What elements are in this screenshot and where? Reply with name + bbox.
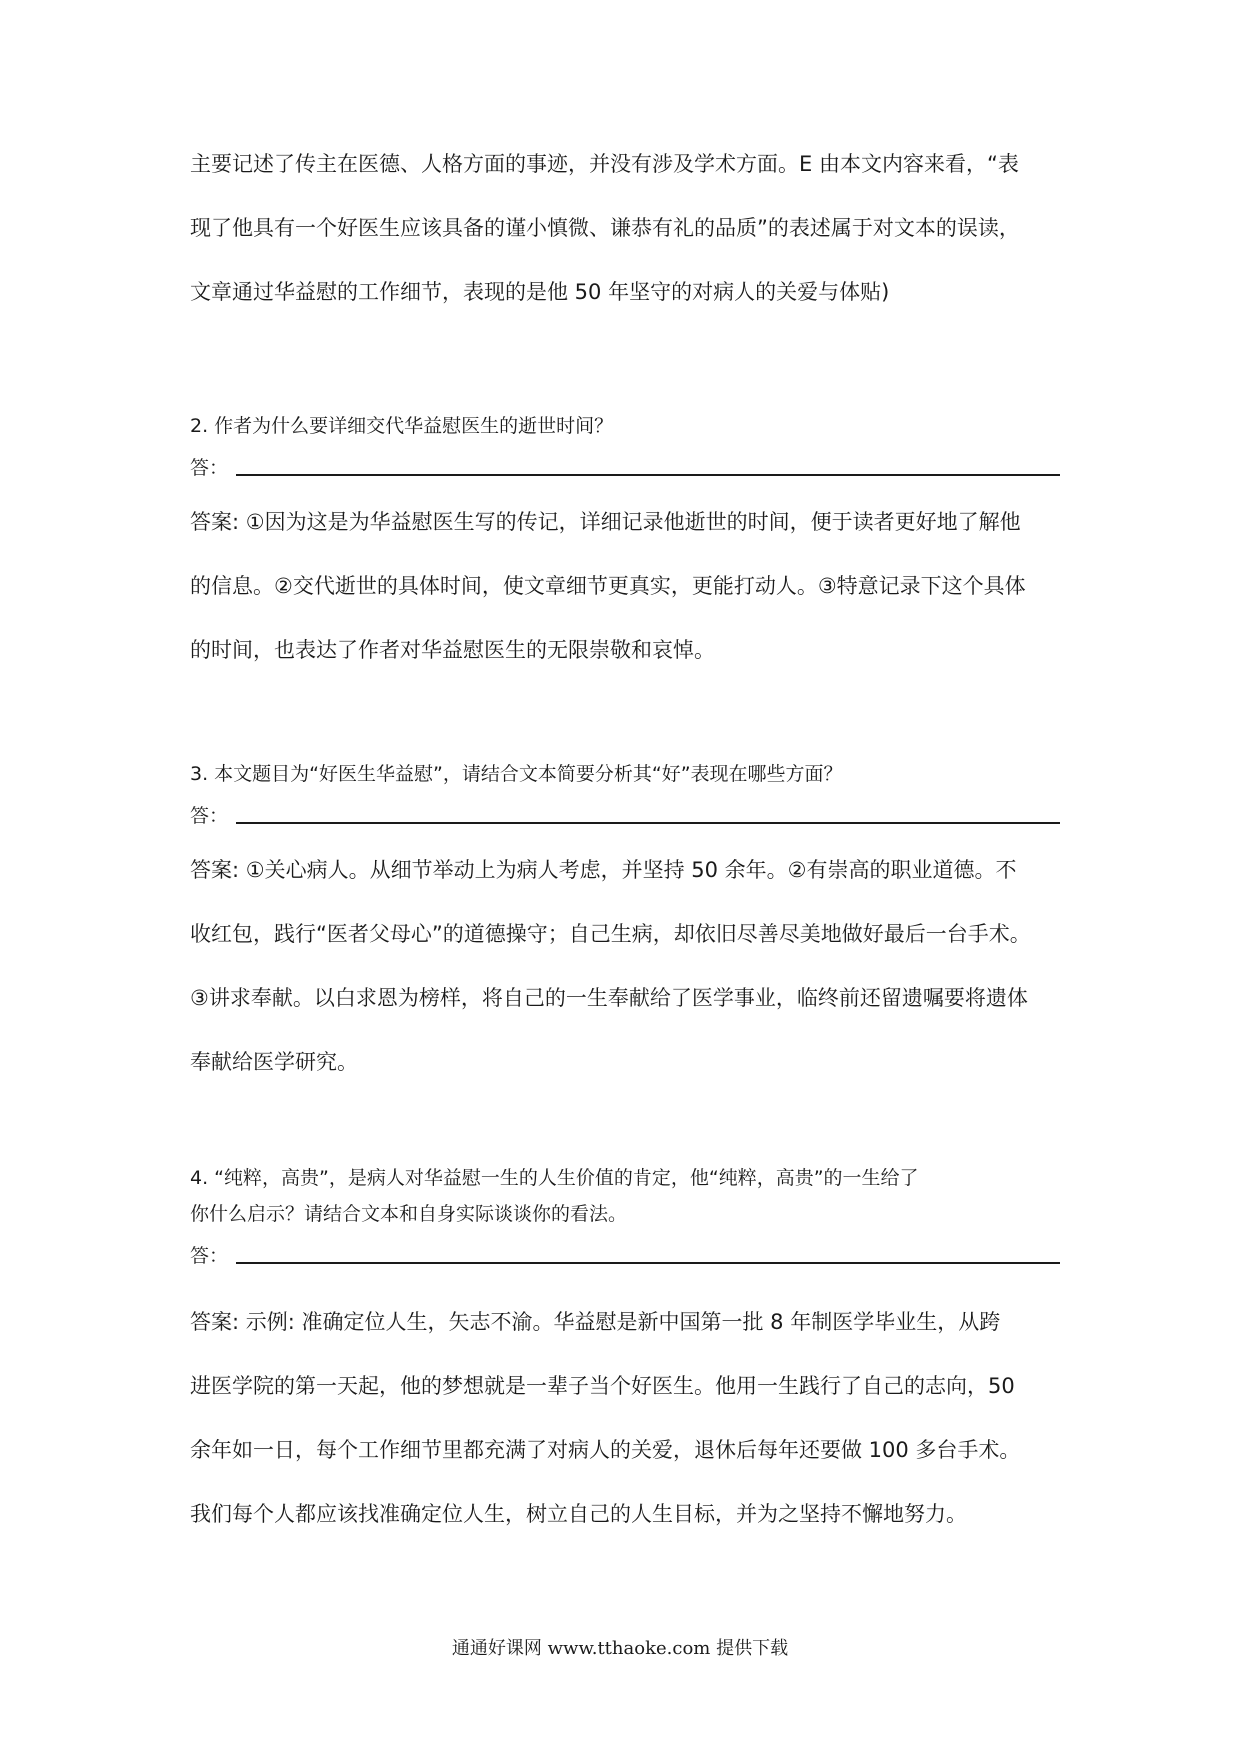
- question-2-answer-field[interactable]: [190, 444, 1060, 480]
- question-3-text: [190, 756, 1060, 792]
- question-2: [190, 408, 1060, 480]
- answer-line: 收红包，践行“医者父母心”的道德操守；自己生病，却依旧尽善尽美地做好最后一台手术。: [190, 922, 1031, 946]
- intro-paragraph: [190, 132, 1060, 324]
- intro-line: 主要记述了传主在医德、人格方面的事迹，并没有涉及学术方面。E 由本文内容来看，“表: [190, 152, 1019, 176]
- answer-label: 答：: [190, 457, 229, 479]
- question-2-text: [190, 408, 1060, 444]
- answer-line: 余年如一日，每个工作细节里都充满了对病人的关爱，退休后每年还要做 100 多台手术。: [190, 1438, 1021, 1462]
- answer-blank-line[interactable]: [236, 454, 1060, 476]
- answer-blank-line[interactable]: [236, 1242, 1060, 1264]
- answer-line: 的信息。②交代逝世的具体时间，使文章细节更真实，更能打动人。③特意记录下这个具体: [190, 574, 1026, 598]
- answer-line: 奉献给医学研究。: [190, 1050, 358, 1074]
- question-2-answer: [190, 490, 1060, 682]
- question-4-answer-field[interactable]: [190, 1232, 1060, 1268]
- answer-blank-line[interactable]: [236, 802, 1060, 824]
- answer-line: 答案: ①关心病人。从细节举动上为病人考虑，并坚持 50 余年。②有崇高的职业道德。不: [190, 858, 1017, 882]
- question-4: [190, 1160, 1060, 1268]
- question-4-answer: [190, 1290, 1060, 1546]
- answer-line: 答案: ①因为这是为华益慰医生写的传记，详细记录他逝世的时间，便于读者更好地了解他: [190, 510, 1021, 534]
- answer-line: ③讲求奉献。以白求恩为榜样，将自己的一生奉献给了医学事业，临终前还留遗嘱要将遗体: [190, 986, 1028, 1010]
- question-4-text: [190, 1160, 1060, 1232]
- question-3-answer: [190, 838, 1060, 1094]
- question-3-answer-field[interactable]: [190, 792, 1060, 828]
- page-footer: 通通好课网 www.tthaoke.com 提供下载: [451, 1638, 789, 1659]
- answer-line: 的时间，也表达了作者对华益慰医生的无限崇敬和哀悼。: [190, 638, 715, 662]
- answer-label: 答：: [190, 1245, 229, 1267]
- question-line: 2. 作者为什么要详细交代华益慰医生的逝世时间？: [190, 415, 614, 437]
- answer-line: 答案: 示例: 准确定位人生，矢志不渝。华益慰是新中国第一批 8 年制医学毕业生，从跨: [190, 1310, 1001, 1334]
- answer-label: 答：: [190, 805, 229, 827]
- question-line: 你什么启示？请结合文本和自身实际谈谈你的看法。: [190, 1203, 628, 1225]
- answer-line: 进医学院的第一天起，他的梦想就是一辈子当个好医生。他用一生践行了自己的志向，50: [190, 1374, 1015, 1398]
- answer-line: 我们每个人都应该找准确定位人生，树立自己的人生目标，并为之坚持不懈地努力。: [190, 1502, 967, 1526]
- question-line: 3. 本文题目为“好医生华益慰”，请结合文本简要分析其“好”表现在哪些方面？: [190, 763, 843, 785]
- intro-line: 现了他具有一个好医生应该具备的谨小慎微、谦恭有礼的品质”的表述属于对文本的误读，: [190, 216, 1020, 240]
- question-3: [190, 756, 1060, 828]
- question-line: 4. “纯粹，高贵”，是病人对华益慰一生的人生价值的肯定，他“纯粹，高贵”的一生给了: [190, 1167, 919, 1189]
- intro-line: 文章通过华益慰的工作细节，表现的是他 50 年坚守的对病人的关爱与体贴): [190, 280, 890, 304]
